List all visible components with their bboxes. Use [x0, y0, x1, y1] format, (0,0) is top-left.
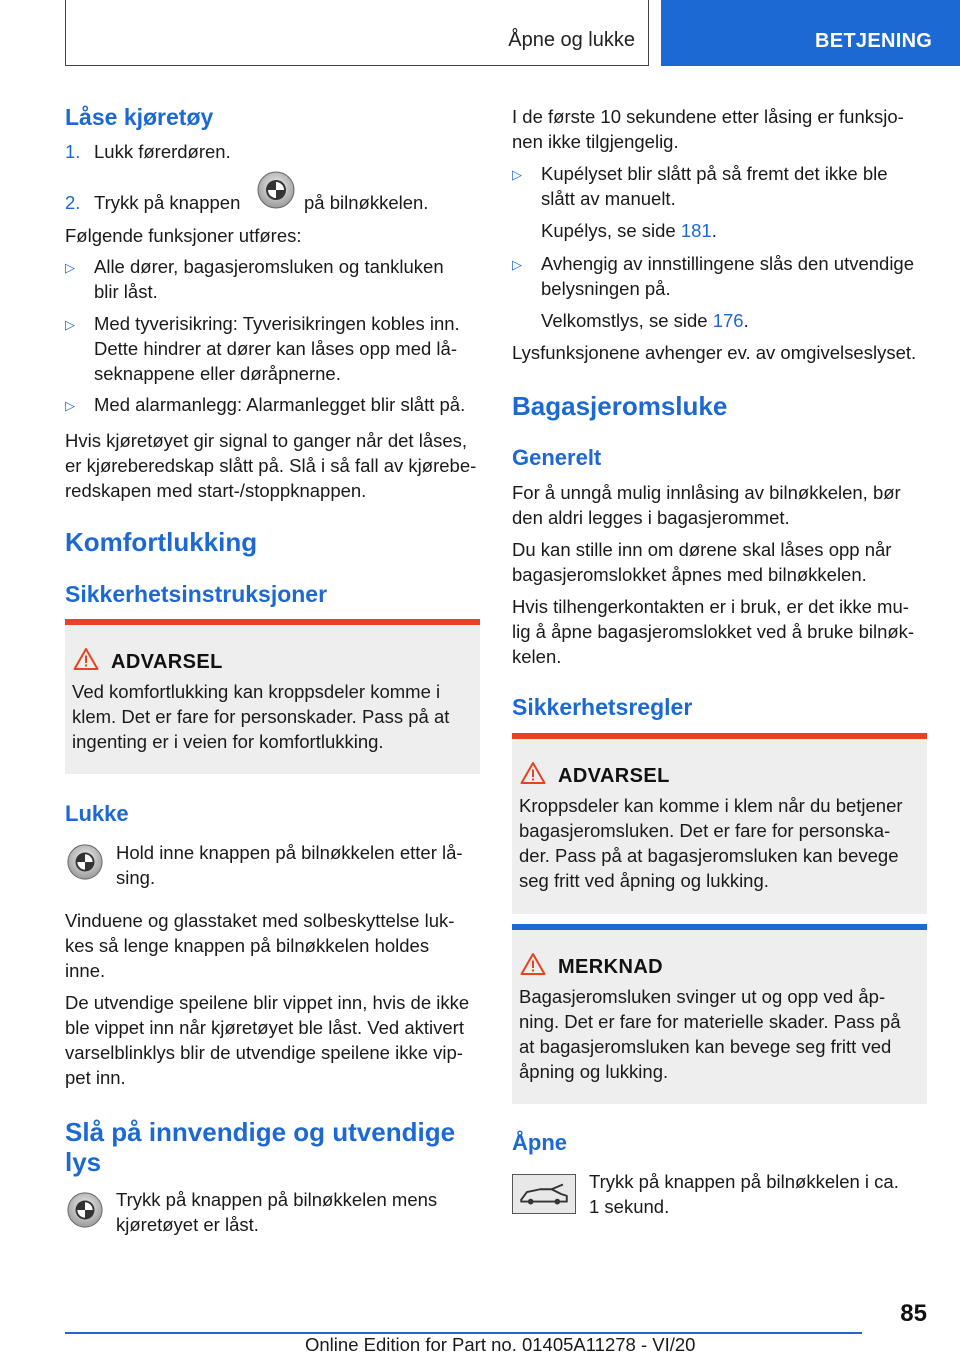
header-section	[65, 0, 649, 66]
notice-label: MERKNAD	[558, 956, 664, 978]
tailgate-title: Bagasjeromsluke	[512, 391, 728, 421]
edition-text: Online Edition for Part no. 01405A11278 - VI/20	[305, 1334, 696, 1355]
warning-box	[512, 733, 927, 914]
signal-paragraph: Hvis kjøretøyet gir signal to ganger når det låses, er kjøreberedskap slått på. Slå i så fall av kjørebe- redskapen med start-/stoppknappen.	[65, 430, 477, 501]
triangle-right-icon: ▷	[512, 167, 522, 182]
cross-reference: Velkomstlys, se side 176.	[541, 310, 749, 331]
general-paragraph: For å unngå mulig innlåsing av bilnøkkelen, bør den aldri legges i bagasjerommet.	[512, 482, 901, 528]
warning-label: ADVARSEL	[558, 765, 670, 787]
bullet-item: Alle dører, bagasjeromsluken og tankluken blir låst.	[94, 256, 444, 302]
following-text: Følgende funksjoner utføres:	[65, 225, 302, 246]
triangle-right-icon: ▷	[512, 257, 522, 272]
notice-text: Bagasjeromsluken svinger ut og opp ved åp- ning. Det er fare for materielle skader. Pass på at bagasjeromsluken kan bevege seg fritt ved åpning og lukking.	[519, 986, 901, 1082]
close-title: Lukke	[65, 801, 129, 826]
header-chapter-title: BETJENING	[815, 30, 933, 52]
warning-text: Ved komfortlukking kan kroppsdeler komme i klem. Det er fare for personskader. Pass på at ingenting er i veien for komfortlukking.	[72, 681, 450, 752]
triangle-right-icon: ▷	[65, 260, 75, 275]
warning-triangle-icon	[73, 647, 99, 671]
step-number: 1.	[65, 141, 81, 162]
car-tailgate-icon	[512, 1174, 576, 1214]
bmw-key-button-icon	[66, 843, 104, 881]
cross-reference: Kupélys, se side 181.	[541, 220, 717, 241]
triangle-right-icon: ▷	[65, 398, 75, 413]
settings-paragraph: Du kan stille inn om dørene skal låses opp når bagasjeromslokket åpnes med bilnøkkelen.	[512, 539, 892, 585]
close-text: Hold inne knappen på bilnøkkelen etter lå- sing.	[116, 842, 463, 888]
rules-title: Sikkerhetsregler	[512, 694, 693, 720]
step-text-before: Trykk på knappen	[94, 192, 241, 213]
bmw-key-button-icon	[256, 170, 296, 210]
notice-box	[512, 924, 927, 1104]
page-number: 85	[900, 1300, 927, 1327]
page-link[interactable]: 181	[680, 220, 712, 241]
intro-paragraph: I de første 10 sekundene etter låsing er funksjo- nen ikke tilgjengelig.	[512, 106, 904, 152]
mirrors-paragraph: De utvendige speilene blir vippet inn, hvis de ikke ble vippet inn når kjøretøyet ble låst. Ved aktivert varselblinklys blir de utvendige speilene ikke vip- pet inn.	[65, 992, 470, 1088]
page-link[interactable]: 176	[712, 310, 744, 331]
komfort-title: Komfortlukking	[65, 527, 258, 557]
lights-text: Trykk på knappen på bilnøkkelen mens kjøretøyet er låst.	[116, 1189, 438, 1235]
header-section-title: Åpne og lukke	[508, 29, 635, 51]
lock-title: Låse kjøretøy	[65, 104, 214, 130]
light-dependency-text: Lysfunksjonene avhenger ev. av omgivelseslyset.	[512, 342, 917, 363]
general-title: Generelt	[512, 445, 602, 470]
safety-title: Sikkerhetsinstruksjoner	[65, 581, 328, 607]
warning-triangle-icon	[520, 952, 546, 976]
bmw-key-button-icon	[66, 1191, 104, 1229]
open-text: Trykk på knappen på bilnøkkelen i ca. 1 sekund.	[589, 1171, 899, 1217]
bullet-item: Avhengig av innstillingene slås den utvendige belysningen på.	[541, 253, 915, 299]
warning-text: Kroppsdeler kan komme i klem når du betjener bagasjeromsluken. Det er fare for personska- der. Pass på at bagasjeromsluken kan bevege seg fritt ved åpning og lukking.	[519, 795, 903, 891]
step-number: 2.	[65, 192, 81, 213]
step-text-after: på bilnøkkelen.	[304, 192, 429, 213]
windows-paragraph: Vinduene og glasstaket med solbeskyttelse luk- kes så lenge knappen på bilnøkkelen holdes inne.	[65, 910, 455, 981]
triangle-right-icon: ▷	[65, 317, 75, 332]
open-title: Åpne	[512, 1130, 567, 1155]
header-chapter	[661, 0, 960, 66]
bullet-item: Kupélyset blir slått på så fremt det ikke ble slått av manuelt.	[541, 163, 888, 209]
warning-box	[65, 619, 480, 774]
warning-triangle-icon	[520, 761, 546, 785]
bullet-item: Med alarmanlegg: Alarmanlegget blir slått på.	[94, 394, 466, 415]
trailer-paragraph: Hvis tilhengerkontakten er i bruk, er det ikke mu- lig å åpne bagasjeromslokket ved å bruke bilnøk- kelen.	[512, 596, 915, 667]
lights-title: Slå på innvendige og utvendige lys	[65, 1117, 456, 1177]
bullet-item: Med tyverisikring: Tyverisikringen kobles inn. Dette hindrer at dører kan låses opp med lå- seknappene eller døråpnerne.	[94, 313, 460, 384]
step-text: Lukk førerdøren.	[94, 141, 231, 162]
warning-label: ADVARSEL	[111, 651, 223, 673]
